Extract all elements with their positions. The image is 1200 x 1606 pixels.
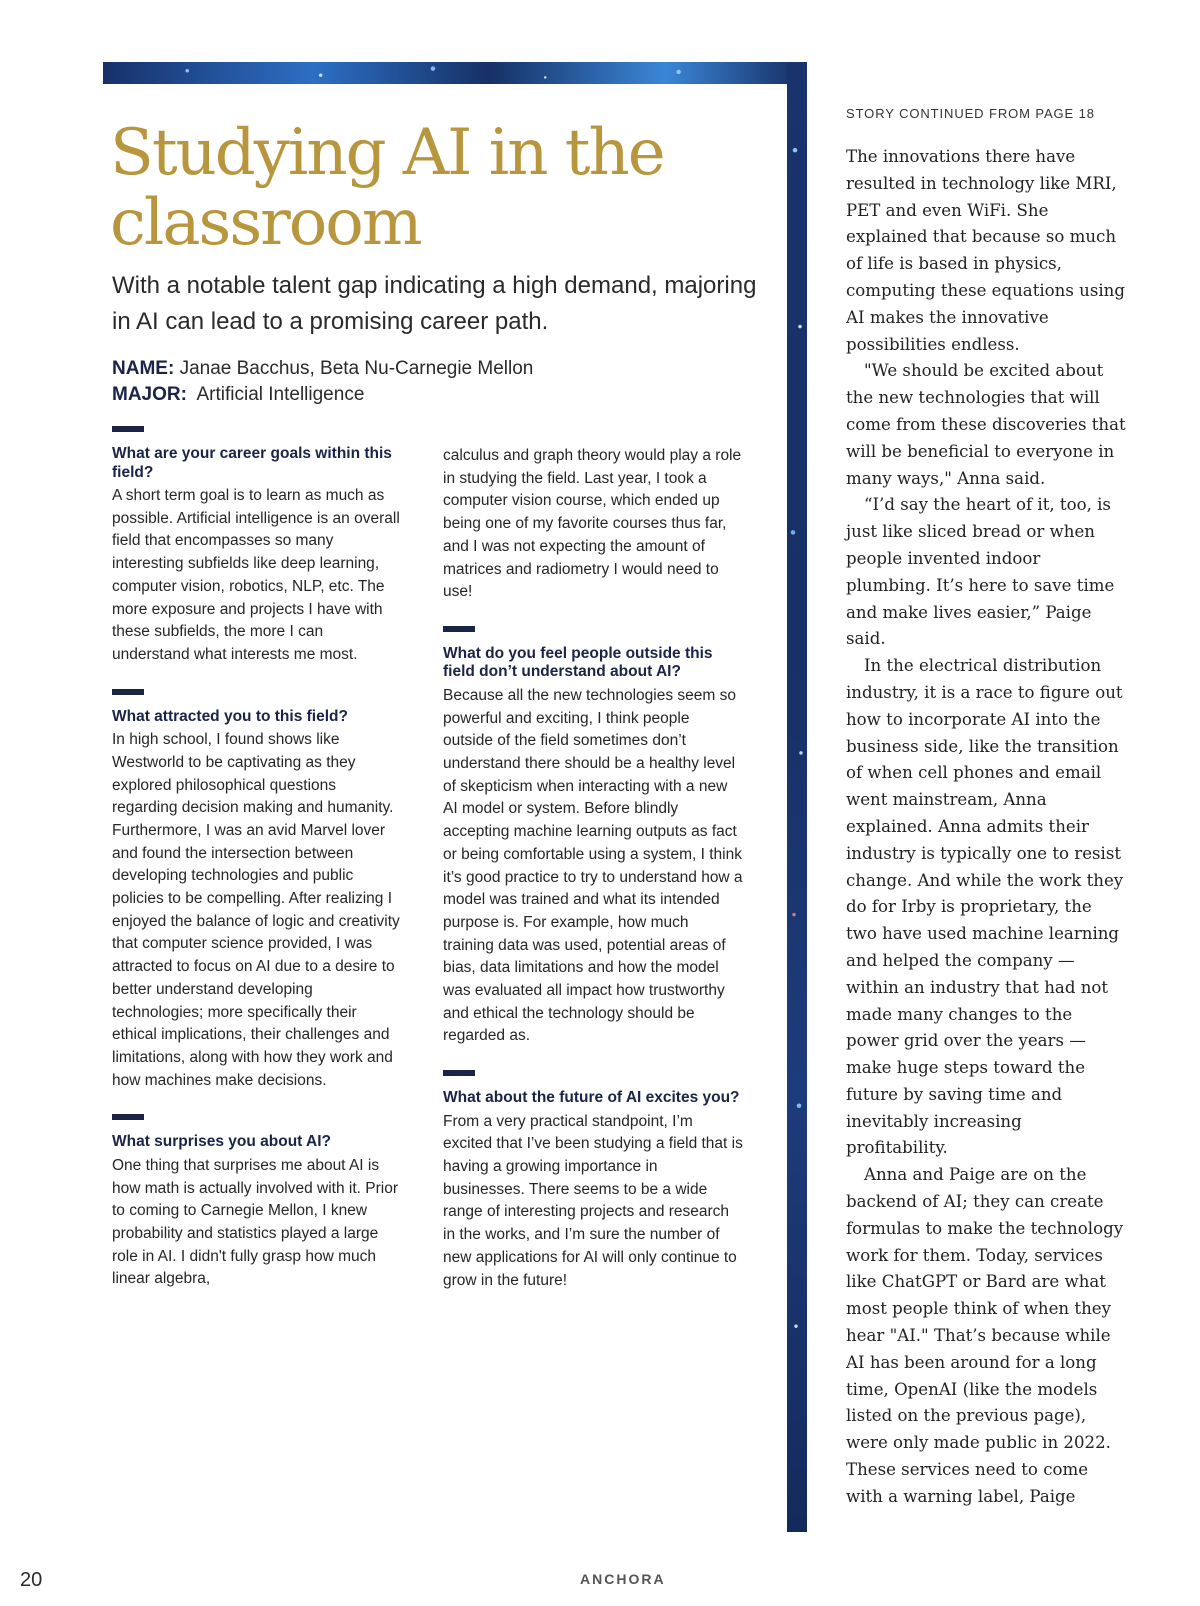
story-paragraph: The innovations there have resulted in technology like MRI, PET and even WiFi. She explained that because so much of life is based in physics, computing these equations using AI makes the innovative possibilities endless. <box>846 147 1125 354</box>
section-marker <box>443 626 475 632</box>
section-marker <box>112 689 144 695</box>
decorative-sparkle-divider <box>787 62 807 1532</box>
major-label: MAJOR: <box>112 384 187 405</box>
profile-major <box>112 382 772 408</box>
story-paragraph: “I’d say the heart of it, too, is just like sliced bread or when people invented indoor plumbing. It’s here to save time and make lives easier,” Paige said. <box>846 495 1115 649</box>
qa-column-middle <box>443 445 743 1292</box>
article-subtitle: With a notable talent gap indicating a high demand, majoring in AI can lead to a promising career path. <box>112 272 757 335</box>
name-label: NAME: <box>112 358 175 379</box>
article-title: Studying AI in the classroom <box>110 116 664 260</box>
qa-question: What about the future of AI excites you? <box>443 1089 740 1107</box>
major-value: Artificial Intelligence <box>196 384 365 405</box>
qa-question: What attracted you to this field? <box>112 707 348 725</box>
qa-section <box>443 1070 743 1292</box>
name-value: Janae Bacchus, Beta Nu-Carnegie Mellon <box>179 358 534 379</box>
publication-name: ANCHORA <box>580 1571 666 1587</box>
qa-answer: Because all the new technologies seem so powerful and exciting, I think people outside of the field sometimes don’t understand there should be a healthy level of skepticism when interacting with a new AI model or system. Before blindly accepting machine learning outputs as fact or being comfortable using a system, I think it’s good practice to try to understand how a model was trained and what its intended purpose is. For example, how much training data was used, potential areas of bias, data limitations and how the model was evaluated all impact how trustworthy and ethical the technology should be regarded as. <box>443 686 743 1045</box>
section-marker <box>443 1070 475 1076</box>
qa-section <box>112 426 402 667</box>
qa-answer-continued: calculus and graph theory would play a role in studying the field. Last year, I took a computer vision course, which ended up being one of my favorite courses thus far, and I was not expecting the amount of matrices and radiometry I would need to use! <box>443 447 742 601</box>
qa-section <box>443 626 743 1048</box>
qa-answer: From a very practical standpoint, I’m excited that I’ve been studying a field that is having a growing importance in businesses. There seems to be a wide range of interesting projects and research in the works, and I’m sure the number of new applications for AI will only continue to grow in the future! <box>443 1112 743 1289</box>
section-marker <box>112 1114 144 1120</box>
page-number: 20 <box>20 1569 43 1591</box>
qa-column-left <box>112 426 402 1291</box>
continued-label: STORY CONTINUED FROM PAGE 18 <box>846 106 1095 121</box>
qa-section <box>112 1114 402 1291</box>
qa-section <box>112 689 402 1093</box>
decorative-sparkle-banner <box>103 62 805 84</box>
profile-name <box>112 356 772 382</box>
story-paragraph: In the electrical distribution industry, it is a race to figure out how to incorporate AI into the business side, like the transition of when cell phones and email went mainstream, Anna explained. Anna admits their industry is typically one to resist change. And while the work they do for Irby is proprietary, the two have used machine learning and helped the company — within an industry that had not made many changes to the power grid over the years — make huge steps toward the future by saving time and inevitably increasing profitability. <box>846 656 1124 1158</box>
qa-question: What do you feel people outside this field don’t understand about AI? <box>443 644 713 681</box>
qa-question: What are your career goals within this field? <box>112 445 392 481</box>
story-paragraph: "We should be excited about the new technologies that will come from these discoveries that will be beneficial to everyone in many ways," Anna said. <box>846 361 1126 488</box>
continued-story-column <box>846 144 1126 1511</box>
qa-answer: A short term goal is to learn as much as possible. Artificial intelligence is an overall field that encompasses so many interesting subfields like deep learning, computer vision, robotics, NLP, etc. The more exposure and projects I have with these subfields, the more I can understand what interests me most. <box>112 487 400 663</box>
qa-answer: In high school, I found shows like Westworld to be captivating as they explored philosophical questions regarding decision making and humanity. Furthermore, I was an avid Marvel lover and found the intersection between developing technologies and public policies to be compelling. After realizing I enjoyed the balance of logic and creativity that computer science provided, I was attracted to focus on AI due to a desire to better understand developing technologies; more specifically their ethical implications, their challenges and limitations, along with how they work and how machines make decisions. <box>112 731 400 1089</box>
section-marker <box>112 426 144 432</box>
qa-question: What surprises you about AI? <box>112 1133 332 1151</box>
story-paragraph: Anna and Paige are on the backend of AI; they can create formulas to make the technology work for them. Today, services like ChatGPT or Bard are what most people think of when they hear "AI." That’s because while AI has been around for a long time, OpenAI (like the models listed on the previous page), were only made public in 2022. These services need to come with a warning label, Paige <box>846 1165 1124 1506</box>
qa-answer: One thing that surprises me about AI is how math is actually involved with it. Prior to coming to Carnegie Mellon, I knew probability and statistics played a large role in AI. I didn't fully grasp how much linear algebra, <box>112 1156 399 1288</box>
